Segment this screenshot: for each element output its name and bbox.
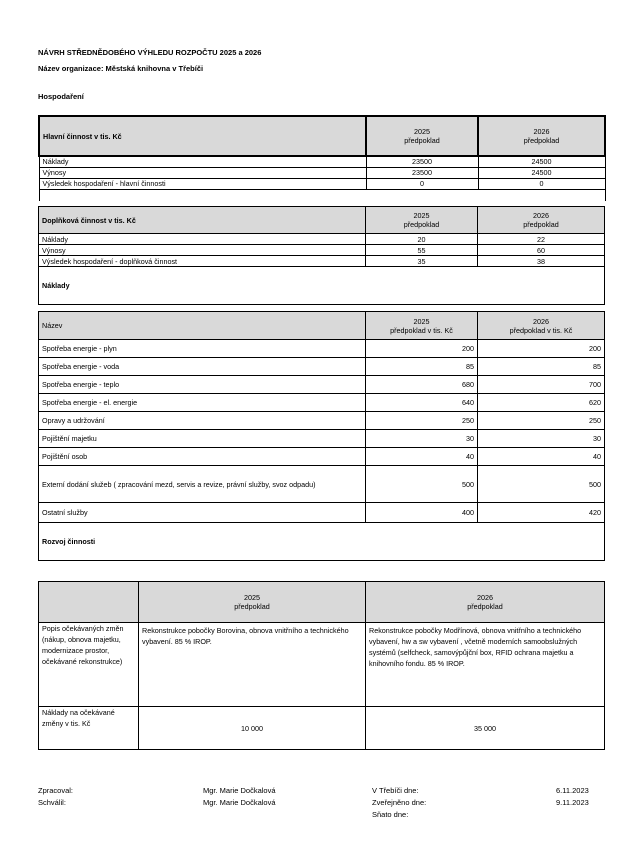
row-label: Výsledek hospodaření - hlavní činnosti <box>39 178 366 189</box>
row-value-2025: 500 <box>366 466 478 503</box>
row-value-2026: 420 <box>478 503 605 523</box>
row-value-2025: 30 <box>366 430 478 448</box>
spacer-row <box>39 189 605 201</box>
year-sub-label: předpoklad <box>523 136 560 145</box>
row-value-2026: 85 <box>478 358 605 376</box>
table-row <box>39 234 605 245</box>
row-value-2026: 22 <box>478 234 605 245</box>
table-row <box>39 167 605 178</box>
table-row <box>39 376 605 394</box>
table-row <box>39 412 605 430</box>
row-label: Výnosy <box>39 167 366 178</box>
year-label: 2025 <box>413 316 430 326</box>
row-label: Výsledek hospodaření - doplňková činnost <box>39 256 366 267</box>
main-activity-header: Hlavní činnost v tis. Kč <box>39 116 366 156</box>
row-label: Náklady <box>39 234 366 245</box>
row-value-2025: 0 <box>366 178 478 189</box>
place-date-label: V Třebíči dne: <box>372 786 419 795</box>
costs-col-2026 <box>478 312 605 340</box>
change-costs-2025: 10 000 <box>139 707 366 750</box>
year-sub-label: předpoklad <box>403 220 440 229</box>
table-row <box>39 245 605 256</box>
year-sub-label: předpoklad <box>404 136 440 145</box>
prepared-name: Mgr. Marie Dočkalová <box>203 786 276 795</box>
year-label: 2025 <box>244 593 260 602</box>
prepared-label: Zpracoval: <box>38 786 74 795</box>
row-value-2025: 250 <box>366 412 478 430</box>
year-sub-label: předpoklad v tis. Kč <box>390 325 453 335</box>
document-title: NÁVRH STŘEDNĚDOBÉHO VÝHLEDU ROZPOČTU 2025 a 2026 <box>38 48 262 57</box>
row-value-2026: 200 <box>478 340 605 358</box>
row-value-2025: 55 <box>366 245 478 256</box>
row-value-2025: 23500 <box>366 156 478 167</box>
row-value-2025: 400 <box>366 503 478 523</box>
main-activity-col-2025 <box>366 116 478 156</box>
row-value-2026: 700 <box>478 376 605 394</box>
year-sub-label: předpoklad <box>234 602 270 611</box>
table-row <box>39 623 605 707</box>
organization-line <box>38 64 203 73</box>
removed-label: Sňato dne: <box>372 810 409 819</box>
row-value-2026: 500 <box>478 466 605 503</box>
table-row <box>39 707 605 750</box>
development-col-2026 <box>366 582 605 623</box>
year-label: 2025 <box>413 211 430 220</box>
development-section-title: Rozvoj činnosti <box>39 523 605 561</box>
row-label: Spotřeba energie - plyn <box>39 340 366 358</box>
side-activity-col-2025 <box>366 207 478 234</box>
row-label: Výnosy <box>39 245 366 256</box>
costs-header-name: Název <box>39 312 366 340</box>
year-sub-label: předpoklad v tis. Kč <box>509 325 573 335</box>
description-2026: Rekonstrukce pobočky Modřínová, obnova vnitřního a technického vybavení, hw a sw vybavení , včetně moderních samoobslužných systémů (selfcheck, samovýpůjční box, RFID ochrana majetku a knihovního fondu. 85 % IROP. <box>366 623 605 707</box>
row-value-2025: 20 <box>366 234 478 245</box>
place-date-value: 6.11.2023 <box>556 786 589 795</box>
published-date: 9.11.2023 <box>556 798 589 807</box>
approved-label: Schválil: <box>38 798 66 807</box>
row-value-2025: 23500 <box>366 167 478 178</box>
side-activity-col-2026 <box>478 207 605 234</box>
row-value-2026: 620 <box>478 394 605 412</box>
year-label: 2026 <box>533 127 550 136</box>
description-label: Popis očekávaných změn (nákup, obnova majetku, modernizace prostor, očekávané rekonstrukce) <box>39 623 139 707</box>
row-value-2026: 40 <box>478 448 605 466</box>
development-table <box>38 581 605 750</box>
approved-name: Mgr. Marie Dočkalová <box>203 798 276 807</box>
row-value-2025: 35 <box>366 256 478 267</box>
costs-section-title: Náklady <box>39 267 605 305</box>
row-value-2026: 30 <box>478 430 605 448</box>
row-label: Externí dodání služeb ( zpracování mezd, servis a revize, právní služby, svoz odpadu) <box>39 466 366 503</box>
year-label: 2026 <box>477 593 493 602</box>
change-costs-2026: 35 000 <box>366 707 605 750</box>
row-value-2025: 680 <box>366 376 478 394</box>
change-costs-label: Náklady na očekávané změny v tis. Kč <box>39 707 139 750</box>
row-value-2026: 24500 <box>478 167 605 178</box>
table-row <box>39 178 605 189</box>
row-label: Spotřeba energie - teplo <box>39 376 366 394</box>
table-row <box>39 358 605 376</box>
row-label: Pojištění osob <box>39 448 366 466</box>
row-label: Spotřeba energie - el. energie <box>39 394 366 412</box>
year-sub-label: předpoklad <box>523 220 559 229</box>
row-label: Ostatní služby <box>39 503 366 523</box>
table-row <box>39 156 605 167</box>
row-value-2025: 640 <box>366 394 478 412</box>
row-label: Náklady <box>39 156 366 167</box>
costs-col-2025 <box>366 312 478 340</box>
table-row <box>39 394 605 412</box>
row-value-2026: 38 <box>478 256 605 267</box>
year-label: 2026 <box>533 211 549 220</box>
organization-label: Název organizace: <box>38 64 104 73</box>
row-value-2025: 40 <box>366 448 478 466</box>
development-header-empty <box>39 582 139 623</box>
section-hospodareni: Hospodaření <box>38 92 84 101</box>
year-label: 2026 <box>533 316 549 326</box>
row-value-2026: 250 <box>478 412 605 430</box>
table-row <box>39 448 605 466</box>
side-activity-header: Doplňková činnost v tis. Kč <box>39 207 366 234</box>
table-row <box>39 430 605 448</box>
published-label: Zveřejněno dne: <box>372 798 427 807</box>
table-row <box>39 340 605 358</box>
row-value-2026: 0 <box>478 178 605 189</box>
main-activity-table <box>38 115 606 201</box>
description-2025: Rekonstrukce pobočky Borovina, obnova vnitřního a technického vybavení. 85 % IROP. <box>139 623 366 707</box>
year-sub-label: předpoklad <box>467 602 503 611</box>
row-label: Spotřeba energie - voda <box>39 358 366 376</box>
organization-name: Městská knihovna v Třebíči <box>105 64 204 73</box>
main-activity-col-2026 <box>478 116 605 156</box>
costs-table <box>38 311 605 561</box>
row-label: Opravy a udržování <box>39 412 366 430</box>
year-label: 2025 <box>414 127 430 136</box>
side-activity-table <box>38 206 605 305</box>
row-value-2025: 85 <box>366 358 478 376</box>
table-row <box>39 256 605 267</box>
development-col-2025 <box>139 582 366 623</box>
row-value-2026: 60 <box>478 245 605 256</box>
row-label: Pojištění majetku <box>39 430 366 448</box>
row-value-2026: 24500 <box>478 156 605 167</box>
row-value-2025: 200 <box>366 340 478 358</box>
table-row <box>39 466 605 503</box>
table-row <box>39 503 605 523</box>
